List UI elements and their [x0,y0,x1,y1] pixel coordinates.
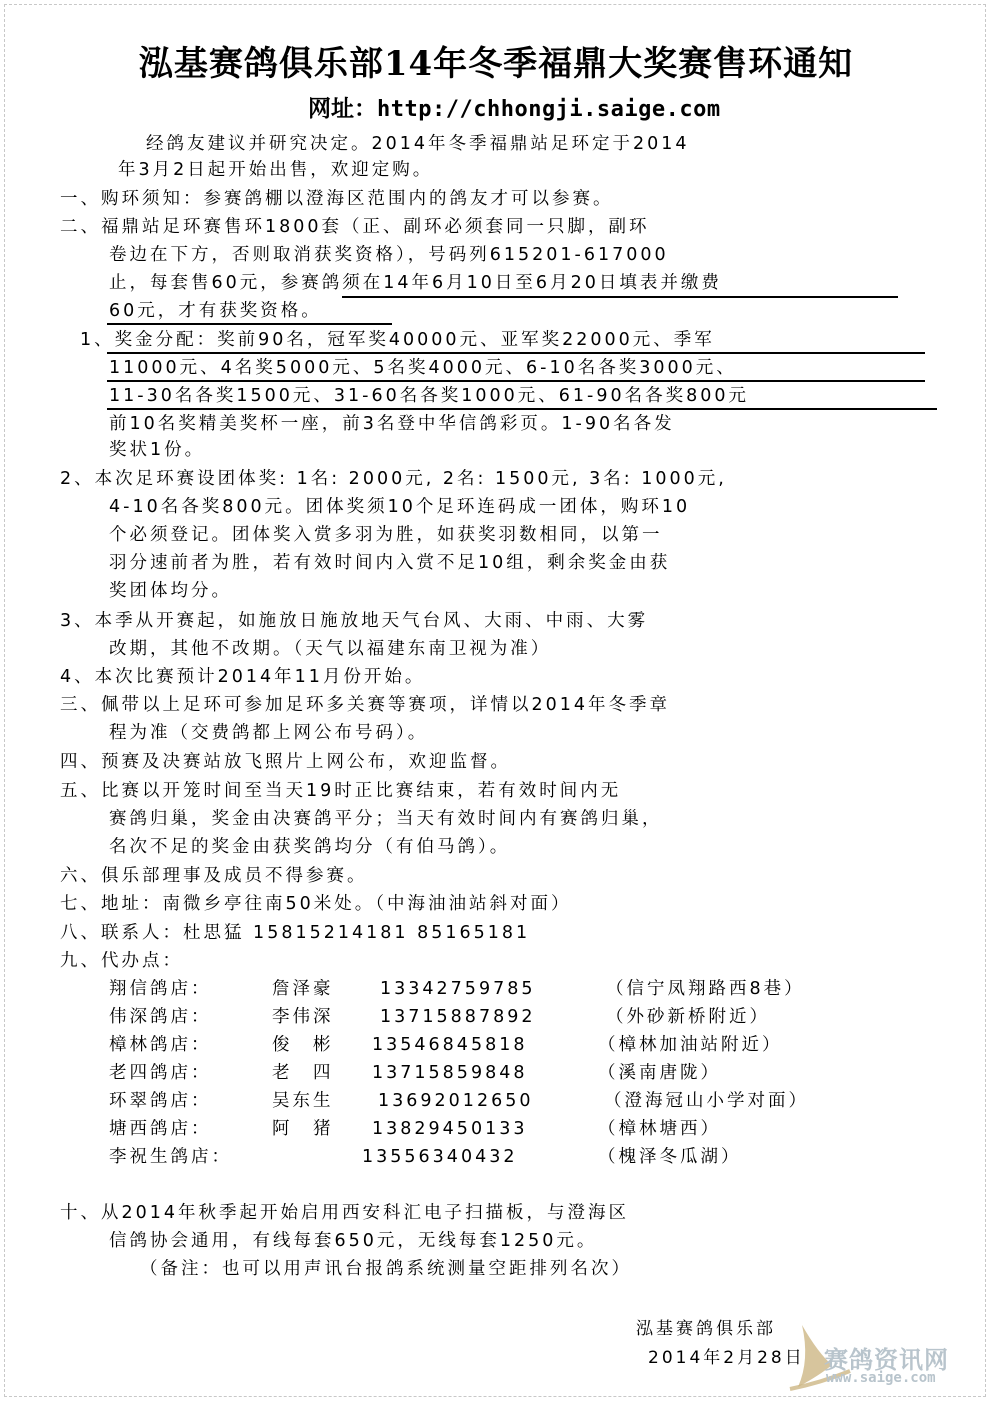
agent-shop: 樟林鸽店： [109,1035,212,1055]
agent-name: 阿 猪 [272,1119,334,1139]
prize-line-1: 1、奖金分配：奖前90名，冠军奖40000元、亚军奖22000元、季军 [80,330,715,350]
section-3-line-2: 程为准（交费鸽都上网公布号码）。 [109,723,429,743]
remark-line: （备注：也可以用声讯台报鸽系统测量空距排列名次） [140,1259,632,1279]
agent-phone: 13692012650 [378,1091,534,1111]
agent-location: （澄海冠山小学对面） [604,1091,809,1111]
section-2-line-3: 止，每套售60元，参赛鸽须在14年6月10日至6月20日填表并缴费 [109,273,722,293]
agent-shop: 塘西鸽店： [109,1119,212,1139]
signature-date: 2014年2月28日 [648,1348,805,1368]
start-line: 4、本次比赛预计2014年11月份开始。 [60,667,426,687]
section-3-line-1: 三、佩带以上足环可参加足环多关赛等赛项，详情以2014年冬季章 [60,695,671,715]
prize-line-2: 11000元、4名奖5000元、5名奖4000元、6-10名各奖3000元、 [109,358,737,378]
section-10-line-1: 十、从2014年秋季起开始启用西安科汇电子扫描板，与澄海区 [60,1203,630,1223]
agent-shop: 老四鸽店： [109,1063,212,1083]
team-line-3: 个必须登记。团体奖入赏多羽为胜，如获奖羽数相同，以第一 [109,525,663,545]
agent-location: （槐泽冬瓜湖） [598,1147,742,1167]
agent-location: （信宁凤翔路西8巷） [606,979,805,999]
section-4: 四、预赛及决赛站放飞照片上网公布，欢迎监督。 [60,752,511,772]
page-title: 泓基赛鸽俱乐部14年冬季福鼎大奖赛售环通知 [138,44,854,84]
section-5-line-2: 赛鸽归巢，奖金由决赛鸽平分；当天有效时间内有赛鸽归巢， [109,809,663,829]
prize-line-4: 前10名奖精美奖杯一座，前3名登中华信鸽彩页。1-90名各发 [109,414,675,434]
section-2-line-4: 60元，才有获奖资格。 [109,301,322,321]
weather-line-1: 3、本季从开赛起，如施放日施放地天气台风、大雨、中雨、大雾 [60,611,649,631]
agent-shop: 伟深鸽店： [109,1007,212,1027]
watermark-text: 赛鸽资讯网 [824,1346,949,1374]
website-label: 网址： [308,96,377,122]
agent-location: （樟林加油站附近） [598,1035,783,1055]
agent-phone: 13829450133 [372,1119,528,1139]
team-line-2: 4-10名各奖800元。团体奖须10个足环连码成一团体，购环10 [109,497,691,517]
agent-location: （樟林塘西） [598,1119,721,1139]
section-7-address: 七、地址：南微乡亭往南50米处。（中海油油站斜对面） [60,894,572,914]
prize-line-5: 奖状1份。 [109,440,206,460]
prize-line-3: 11-30名各奖1500元、31-60名各奖1000元、61-90名各奖800元 [109,386,750,406]
section-2-line-2: 卷边在下方，否则取消获奖资格），号码列615201-617000 [109,245,669,265]
underline [107,380,925,382]
agent-name: 詹泽豪 [272,979,334,999]
agent-shop: 环翠鸽店： [109,1091,212,1111]
agent-name: 老 四 [272,1063,334,1083]
agent-phone: 13556340432 [362,1147,518,1167]
agent-name: 李伟深 [272,1007,334,1027]
agent-name: 吴东生 [272,1091,334,1111]
website-link[interactable]: http://chhongji.saige.com [377,97,721,122]
signature-org: 泓基赛鸽俱乐部 [636,1319,776,1339]
section-5-line-3: 名次不足的奖金由获奖鸽均分（有伯马鸽）。 [109,837,511,857]
section-2-line-1: 二、福鼎站足环赛售环1800套（正、副环必须套同一只脚，副环 [60,217,650,237]
section-5-line-1: 五、比赛以开笼时间至当天19时正比赛结束，若有效时间内无 [60,781,622,801]
weather-line-2: 改期，其他不改期。（天气以福建东南卫视为准） [109,639,552,659]
agent-location: （溪南唐陇） [598,1063,721,1083]
underline [107,323,392,325]
underline [107,408,937,410]
section-9-heading: 九、代办点： [60,951,183,971]
agent-name: 俊 彬 [272,1035,334,1055]
section-1: 一、购环须知：参赛鸽棚以澄海区范围内的鸽友才可以参赛。 [60,189,614,209]
agent-shop: 李祝生鸽店： [109,1147,232,1167]
team-line-5: 奖团体均分。 [109,581,232,601]
section-10-line-2: 信鸽协会通用，有线每套650元，无线每套1250元。 [109,1231,598,1251]
agent-phone: 13715859848 [372,1063,528,1083]
intro-line-1: 经鸽友建议并研究决定。2014年冬季福鼎站足环定于2014 [146,134,690,154]
watermark-url: www.saige.com [826,1370,936,1386]
agent-phone: 13342759785 [380,979,536,999]
agent-shop: 翔信鸽店： [109,979,212,999]
agent-phone: 13715887892 [380,1007,536,1027]
agent-location: （外砂新桥附近） [606,1007,770,1027]
team-line-4: 羽分速前者为胜，若有效时间内入赏不足10组，剩余奖金由获 [109,553,671,573]
underline [107,352,925,354]
agent-phone: 13546845818 [372,1035,528,1055]
underline [342,296,898,298]
website-line [308,90,721,123]
section-8-contact: 八、联系人：杜思猛 15815214181 85165181 [60,923,531,943]
section-6: 六、俱乐部理事及成员不得参赛。 [60,866,368,886]
intro-line-2: 年3月2日起开始出售，欢迎定购。 [118,160,434,180]
team-line-1: 2、本次足环赛设团体奖: 1名: 2000元, 2名: 1500元, 3名: 1000元, [60,469,727,489]
